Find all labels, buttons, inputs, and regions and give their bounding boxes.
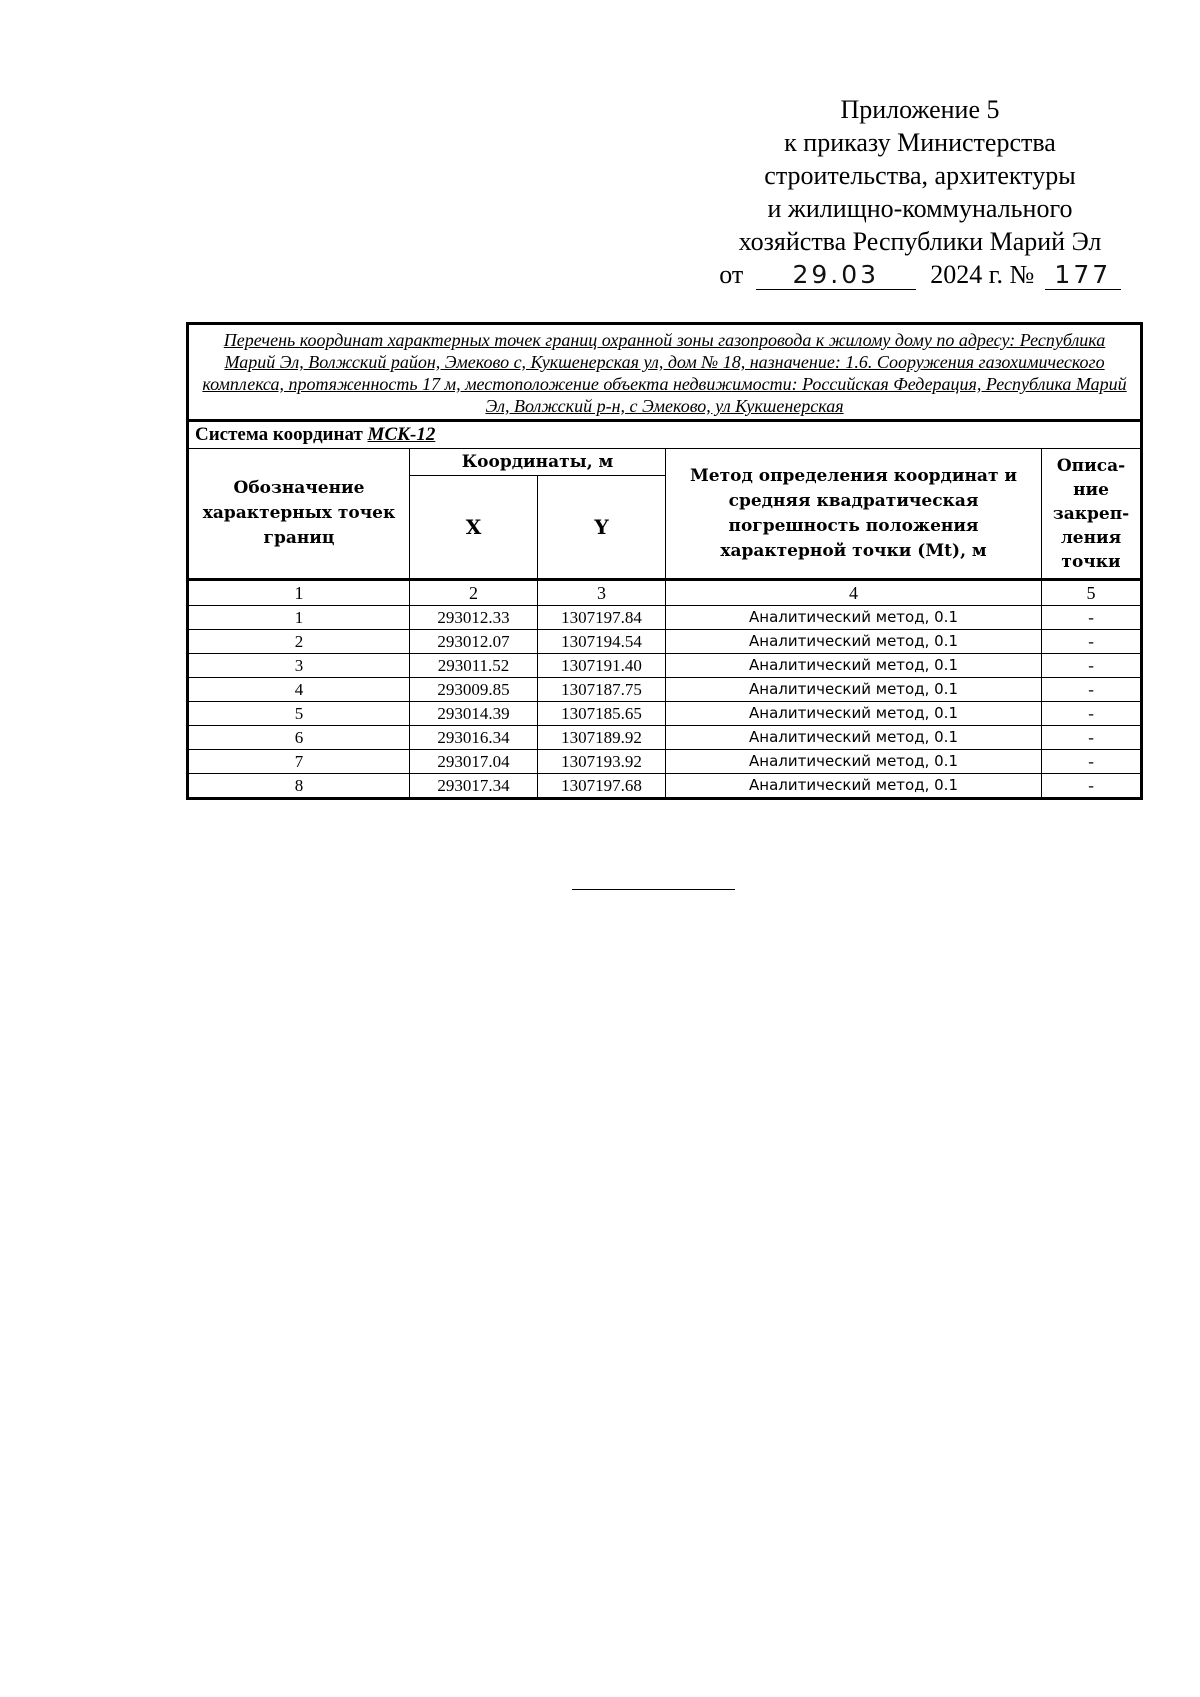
- table-row: [188, 606, 1142, 630]
- point-id: 2: [188, 630, 410, 654]
- description: -: [1042, 678, 1142, 702]
- title-row: [188, 324, 1142, 421]
- appendix-line: к приказу Министерства: [784, 128, 1056, 157]
- method: Аналитический метод, 0.1: [666, 774, 1042, 799]
- appendix-line: и жилищно-коммунального: [767, 194, 1073, 223]
- table-row: [188, 630, 1142, 654]
- coord-y: 1307193.92: [538, 750, 666, 774]
- header-coordinates: Координаты, м: [410, 449, 666, 476]
- date-prefix: от: [719, 260, 744, 289]
- method: Аналитический метод, 0.1: [666, 702, 1042, 726]
- description: -: [1042, 654, 1142, 678]
- column-number: 4: [666, 580, 1042, 606]
- table-row: [188, 654, 1142, 678]
- description: -: [1042, 606, 1142, 630]
- header-y: Y: [538, 476, 666, 580]
- coord-y: 1307197.84: [538, 606, 666, 630]
- coordinate-system-label: Система координат: [195, 424, 363, 445]
- coord-x: 293009.85: [410, 678, 538, 702]
- method: Аналитический метод, 0.1: [666, 606, 1042, 630]
- point-id: 6: [188, 726, 410, 750]
- handwritten-order-number: 177: [1045, 261, 1121, 290]
- point-id: 4: [188, 678, 410, 702]
- description: -: [1042, 750, 1142, 774]
- header-point: Обозначение характерных точек границ: [188, 449, 410, 580]
- coord-x: 293012.33: [410, 606, 538, 630]
- method: Аналитический метод, 0.1: [666, 654, 1042, 678]
- point-id: 8: [188, 774, 410, 799]
- point-id: 3: [188, 654, 410, 678]
- coord-y: 1307185.65: [538, 702, 666, 726]
- coordinate-system: [188, 421, 1142, 449]
- description: -: [1042, 726, 1142, 750]
- point-id: 1: [188, 606, 410, 630]
- column-number: 2: [410, 580, 538, 606]
- method: Аналитический метод, 0.1: [666, 630, 1042, 654]
- description: -: [1042, 630, 1142, 654]
- appendix-header: [680, 93, 1160, 291]
- header-method: Метод определения координат и средняя квадратическая погрешность положения характерной точки (Mt), м: [666, 449, 1042, 580]
- end-of-document-rule: [572, 889, 735, 890]
- point-id: 5: [188, 702, 410, 726]
- coord-x: 293017.04: [410, 750, 538, 774]
- table-row: [188, 702, 1142, 726]
- appendix-line: хозяйства Республики Марий Эл: [738, 227, 1102, 256]
- coord-x: 293016.34: [410, 726, 538, 750]
- column-number: 5: [1042, 580, 1142, 606]
- coord-x: 293011.52: [410, 654, 538, 678]
- coord-y: 1307187.75: [538, 678, 666, 702]
- header-row: [188, 449, 1142, 476]
- table-row: [188, 726, 1142, 750]
- coordinate-system-value: МСК-12: [367, 424, 436, 445]
- table-row: [188, 750, 1142, 774]
- coordinates-table: [186, 322, 1143, 800]
- appendix-line: строительства, архитектуры: [764, 161, 1076, 190]
- method: Аналитический метод, 0.1: [666, 726, 1042, 750]
- description: -: [1042, 774, 1142, 799]
- point-id: 7: [188, 750, 410, 774]
- header-x: X: [410, 476, 538, 580]
- table-row: [188, 774, 1142, 799]
- description: -: [1042, 702, 1142, 726]
- appendix-line: Приложение 5: [840, 95, 1000, 124]
- coord-y: 1307189.92: [538, 726, 666, 750]
- method: Аналитический метод, 0.1: [666, 678, 1042, 702]
- coord-x: 293017.34: [410, 774, 538, 799]
- column-number-row: [188, 580, 1142, 606]
- method: Аналитический метод, 0.1: [666, 750, 1042, 774]
- order-date-line: [680, 258, 1160, 291]
- header-description: Описа-ние закреп-ления точки: [1042, 449, 1142, 580]
- coord-y: 1307197.68: [538, 774, 666, 799]
- table-row: [188, 678, 1142, 702]
- column-number: 1: [188, 580, 410, 606]
- handwritten-date: 29.03: [756, 261, 916, 290]
- coordinate-system-row: [188, 421, 1142, 449]
- coord-x: 293014.39: [410, 702, 538, 726]
- coord-y: 1307194.54: [538, 630, 666, 654]
- coord-x: 293012.07: [410, 630, 538, 654]
- table-title: Перечень координат характерных точек границ охранной зоны газопровода к жилому дому по адресу: Республика Марий Эл, Волжский район, Эмеково с, Кукшенерская ул, дом № 18, назначение: 1.6. Сооружения газохимического комплекса, протяженность 17 м, местоположение объекта недвижимости: Российская Федерация, Республика Марий Эл, Волжский р-н, с Эмеково, ул Кукшенерская: [188, 324, 1142, 421]
- year-number-label: 2024 г. №: [930, 260, 1035, 289]
- column-number: 3: [538, 580, 666, 606]
- coord-y: 1307191.40: [538, 654, 666, 678]
